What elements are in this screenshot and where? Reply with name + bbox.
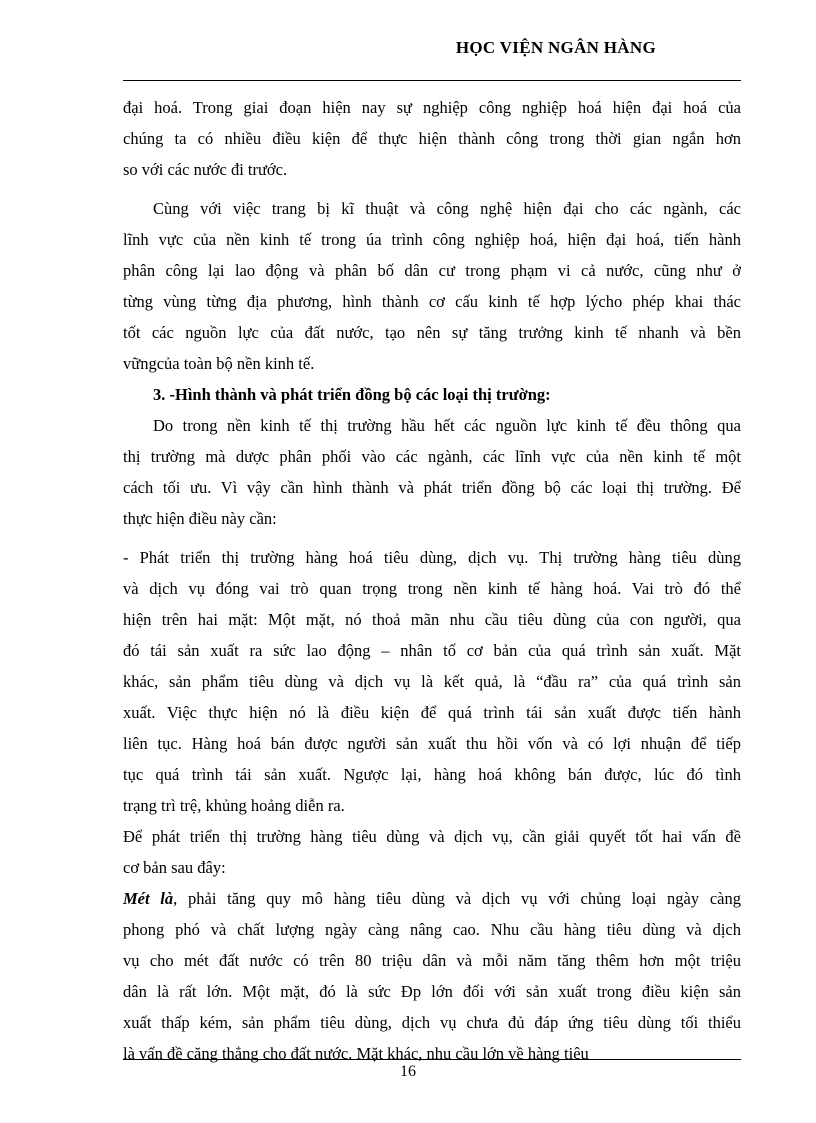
header-rule xyxy=(123,80,741,81)
text-line: Để phát triển thị trường hàng tiêu dùng và dịch vụ, cần giải quyết tốt hai vấn đề xyxy=(123,827,741,846)
text-line: xuất thấp kém, sản phẩm tiêu dùng, dịch vụ chưa đủ đáp ứng tiêu dùng tối thiểu xyxy=(123,1013,741,1032)
text-line: Do trong nền kinh tế thị trường hầu hết các nguồn lực kinh tế đều thông qua xyxy=(153,416,741,435)
text-line: cách tối ưu. Vì vậy cần hình thành và phát triển đồng bộ các loại thị trường. Để xyxy=(123,478,741,497)
text-line: đó tái sản xuất ra sức lao động – nhân tố cơ bản của quá trình sản xuất. Mặt xyxy=(123,641,741,660)
text-line: thực hiện điều này cần: xyxy=(123,509,277,528)
footer-rule xyxy=(123,1059,741,1060)
header-title: HỌC VIỆN NGÂN HÀNG xyxy=(455,38,656,57)
text-line: và dịch vụ đóng vai trò quan trọng trong nền kinh tế hàng hoá. Vai trò đó thể xyxy=(123,579,741,598)
text-line xyxy=(123,883,741,914)
text-line: trạng trì trệ, khủng hoảng diễn ra. xyxy=(123,796,345,815)
emphasis-lead: Mét là xyxy=(123,889,174,908)
text-line: lĩnh vực của nền kinh tế trong úa trình công nghiệp hoá, hiện đại hoá, tiến hành xyxy=(123,230,741,249)
text-line: khác, sản phẩm tiêu dùng và dịch vụ là kết quả, là “đầu ra” của quá trình sản xyxy=(123,672,741,691)
section-heading: 3. -Hình thành và phát triển đồng bộ các loại thị trường: xyxy=(153,385,551,404)
text-line: xuất. Việc thực hiện nó là điều kiện để quá trình tái sản xuất được tiến hành xyxy=(123,703,741,722)
text-line: vữngcủa toàn bộ nền kinh tế. xyxy=(123,354,315,373)
text-line: Cùng với việc trang bị kĩ thuật và công nghệ hiện đại cho các ngành, các xyxy=(153,199,741,218)
text-line: là vấn đề căng thẳng cho đất nước. Mặt khác, nhu cầu lớn về hàng tiêu xyxy=(123,1044,589,1063)
text-line: vụ cho mét đất nước có trên 80 triệu dân và mỗi năm tăng thêm hơn một triệu xyxy=(123,951,741,970)
text-line: cơ bản sau đây: xyxy=(123,858,226,877)
text-line: phong phó và chất lượng ngày càng nâng cao. Nhu cầu hàng tiêu dùng và dịch xyxy=(123,920,741,939)
text-line: hiện trên hai mặt: Một mặt, nó thoả mãn nhu cầu tiêu dùng của con người, qua xyxy=(123,610,741,629)
text-line: đại hoá. Trong giai đoạn hiện nay sự nghiệp công nghiệp hoá hiện đại hoá của xyxy=(123,98,741,117)
text-line: phân công lại lao động và phân bố dân cư trong phạm vi cả nước, cũng như ở xyxy=(123,261,741,280)
text-line: liên tục. Hàng hoá bán được người sản xuất thu hồi vốn và có lợi nhuận để tiếp xyxy=(123,734,741,753)
text-line: chúng ta có nhiều điều kiện để thực hiện thành công trong thời gian ngắn hơn xyxy=(123,129,741,148)
text-line: so với các nước đi trước. xyxy=(123,160,288,179)
body-text xyxy=(123,92,741,1069)
text-line: dân là rất lớn. Một mặt, đó là sức Đp lớn đối với sản xuất trong điều kiện sản xyxy=(123,982,741,1001)
text-line: từng vùng từng địa phương, hình thành cơ cấu kinh tế hợp lýcho phép khai thác xyxy=(123,292,741,311)
page-number: 16 xyxy=(400,1063,416,1080)
text-span: , phải tăng quy mô hàng tiêu dùng và dịch vụ với chủng loại ngày càng xyxy=(173,889,741,908)
text-line: tốt các nguồn lực của đất nước, tạo nên sự tăng trưởng kinh tế nhanh và bền xyxy=(123,323,741,342)
text-line: tục quá trình tái sản xuất. Ngược lại, hàng hoá không bán được, lúc đó tình xyxy=(123,765,741,784)
text-line: thị trường mà dược phân phối vào các ngành, các lĩnh vực của nền kinh tế một xyxy=(123,447,741,466)
text-line: - Phát triển thị trường hàng hoá tiêu dùng, dịch vụ. Thị trường hàng tiêu dùng xyxy=(123,548,741,567)
